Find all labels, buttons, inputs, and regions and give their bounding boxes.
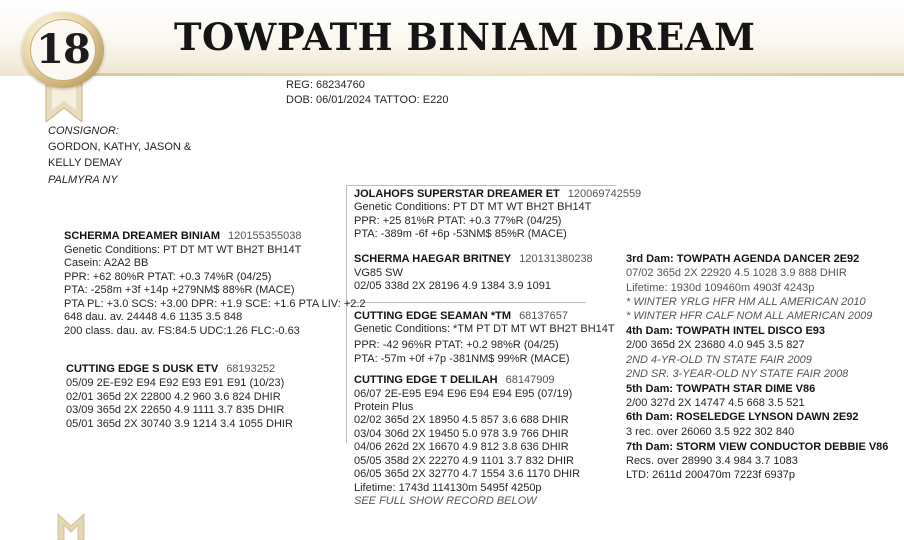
sire-dam-record: 02/05 338d 2X 28196 4.9 1384 3.9 1091 <box>354 280 551 292</box>
dam-dam-name: CUTTING EDGE T DELILAH 68147909 <box>354 374 555 386</box>
dam-dam-record-2: 03/04 306d 2X 19450 5.0 978 3.9 766 DHIR <box>354 428 569 440</box>
sire-dam-name: SCHERMA HAEGAR BRITNEY 120131380238 <box>354 253 593 265</box>
registration-number: REG: 68234760 <box>286 79 365 91</box>
third-dam-award-2: * WINTER HFR CALF NOM ALL AMERICAN 2009 <box>626 310 873 322</box>
dam-record-1: 02/01 365d 2X 22800 4.2 960 3.6 824 DHIR <box>66 391 281 403</box>
fifth-dam-title: 5th Dam: TOWPATH STAR DIME V86 <box>626 383 816 395</box>
sire-pta: PTA: -258m +3f +14p +279NM$ 88%R (MACE) <box>64 284 295 296</box>
seventh-dam-lifetime: LTD: 2611d 200470m 7223f 6937p <box>626 469 796 481</box>
third-dam-award-1: * WINTER YRLG HFR HM ALL AMERICAN 2010 <box>626 296 866 308</box>
sire-casein: Casein: A2A2 BB <box>64 257 149 269</box>
consignor-label: CONSIGNOR: <box>48 125 119 137</box>
dam-record-2: 03/09 365d 2X 22650 4.9 1111 3.7 835 DHIR <box>66 404 285 416</box>
horse-name: TOWPATH BINIAM DREAM <box>174 15 756 59</box>
sire-sire-name: JOLAHOFS SUPERSTAR DREAMER ET 120069742559 <box>354 188 642 200</box>
fourth-dam-award-1: 2ND 4-YR-OLD TN STATE FAIR 2009 <box>626 354 812 366</box>
sire-pta-pl: PTA PL: +3.0 SCS: +3.00 DPR: +1.9 SCE: +1.6 PTA LIV: +2.2 <box>64 298 366 310</box>
seventh-dam-title: 7th Dam: STORM VIEW CONDUCTOR DEBBIE V86 <box>626 441 889 453</box>
sixth-dam-record: 3 rec. over 26060 3.5 922 302 840 <box>626 426 795 438</box>
sire-classified-daughters: 200 class. dau. av. FS:84.5 UDC:1.26 FLC:-0.63 <box>64 325 300 337</box>
dam-sire-name: CUTTING EDGE SEAMAN *TM 68137657 <box>354 310 569 322</box>
dob-tattoo: DOB: 06/01/2024 TATTOO: E220 <box>286 94 449 106</box>
consignor-name-line1: GORDON, KATHY, JASON & <box>48 141 192 153</box>
seventh-dam-records: Recs. over 28990 3.4 984 3.7 1083 <box>626 455 798 467</box>
lot-number: 18 <box>36 26 90 73</box>
sire-bracket-top <box>346 185 616 186</box>
third-dam-record: 07/02 365d 2X 22920 4.5 1028 3.9 888 DHIR <box>626 267 847 279</box>
fourth-dam-award-2: 2ND SR. 3-YEAR-OLD NY STATE FAIR 2008 <box>626 368 849 380</box>
dam-dam-lifetime: Lifetime: 1743d 114130m 5495f 4250p <box>354 482 542 494</box>
third-dam-title: 3rd Dam: TOWPATH AGENDA DANCER 2E92 <box>626 253 860 265</box>
dam-dam-record-4: 05/05 358d 2X 22270 4.9 1101 3.7 832 DHIR <box>354 455 574 467</box>
dam-sire-pta: PTA: -57m +0f +7p -381NM$ 99%R (MACE) <box>354 353 570 365</box>
dam-bracket-top <box>346 302 586 303</box>
sire-ppr: PPR: +62 80%R PTAT: +0.3 74%R (04/25) <box>64 271 272 283</box>
consignor-location: PALMYRA NY <box>48 174 118 186</box>
sire-dam-classification: VG85 SW <box>354 267 403 279</box>
sire-sire-pta: PTA: -389m -6f +6p -53NM$ 85%R (MACE) <box>354 228 567 240</box>
dam-dam-record-5: 06/05 365d 2X 32770 4.7 1554 3.6 1170 DHIR <box>354 468 581 480</box>
header-divider <box>60 73 904 76</box>
fifth-dam-record: 2/00 327d 2X 14747 4.5 668 3.5 521 <box>626 397 805 409</box>
sire-name: SCHERMA DREAMER BINIAM 120155355038 <box>64 230 302 242</box>
dam-dam-protein-plus: Protein Plus <box>354 401 414 413</box>
dam-dam-classification: 06/07 2E-E95 E94 E96 E94 E94 E95 (07/19) <box>354 388 573 400</box>
dam-record-3: 05/01 365d 2X 30740 3.9 1214 3.4 1055 DHIR <box>66 418 293 430</box>
sixth-dam-title: 6th Dam: ROSELEDGE LYNSON DAWN 2E92 <box>626 411 859 423</box>
sale-logo-icon <box>56 510 86 540</box>
sire-genetics: Genetic Conditions: PT DT MT WT BH2T BH14T <box>64 244 302 256</box>
fourth-dam-record: 2/00 365d 2X 23680 4.0 945 3.5 827 <box>626 339 805 351</box>
dam-dam-record-1: 02/02 365d 2X 18950 4.5 857 3.6 688 DHIR <box>354 414 569 426</box>
show-record-note[interactable]: SEE FULL SHOW RECORD BELOW <box>354 495 537 507</box>
sire-sire-ppr: PPR: +25 81%R PTAT: +0.3 77%R (04/25) <box>354 215 562 227</box>
pedigree-bracket-vertical <box>346 185 347 443</box>
sire-daughters: 648 dau. av. 24448 4.6 1135 3.5 848 <box>64 311 243 323</box>
third-dam-lifetime: Lifetime: 1930d 109460m 4903f 4243p <box>626 282 815 294</box>
dam-name: CUTTING EDGE S DUSK ETV 68193252 <box>66 363 276 375</box>
dam-classification: 05/09 2E-E92 E94 E92 E93 E91 E91 (10/23) <box>66 377 285 389</box>
sire-sire-genetics: Genetic Conditions: PT DT MT WT BH2T BH14T <box>354 201 592 213</box>
fourth-dam-title: 4th Dam: TOWPATH INTEL DISCO E93 <box>626 325 826 337</box>
consignor-name-line2: KELLY DEMAY <box>48 157 123 169</box>
dam-sire-ppr: PPR: -42 96%R PTAT: +0.2 98%R (04/25) <box>354 339 559 351</box>
dam-sire-genetics: Genetic Conditions: *TM PT DT MT WT BH2T BH14T <box>354 323 615 335</box>
dam-dam-record-3: 04/06 262d 2X 16670 4.9 812 3.8 636 DHIR <box>354 441 569 453</box>
